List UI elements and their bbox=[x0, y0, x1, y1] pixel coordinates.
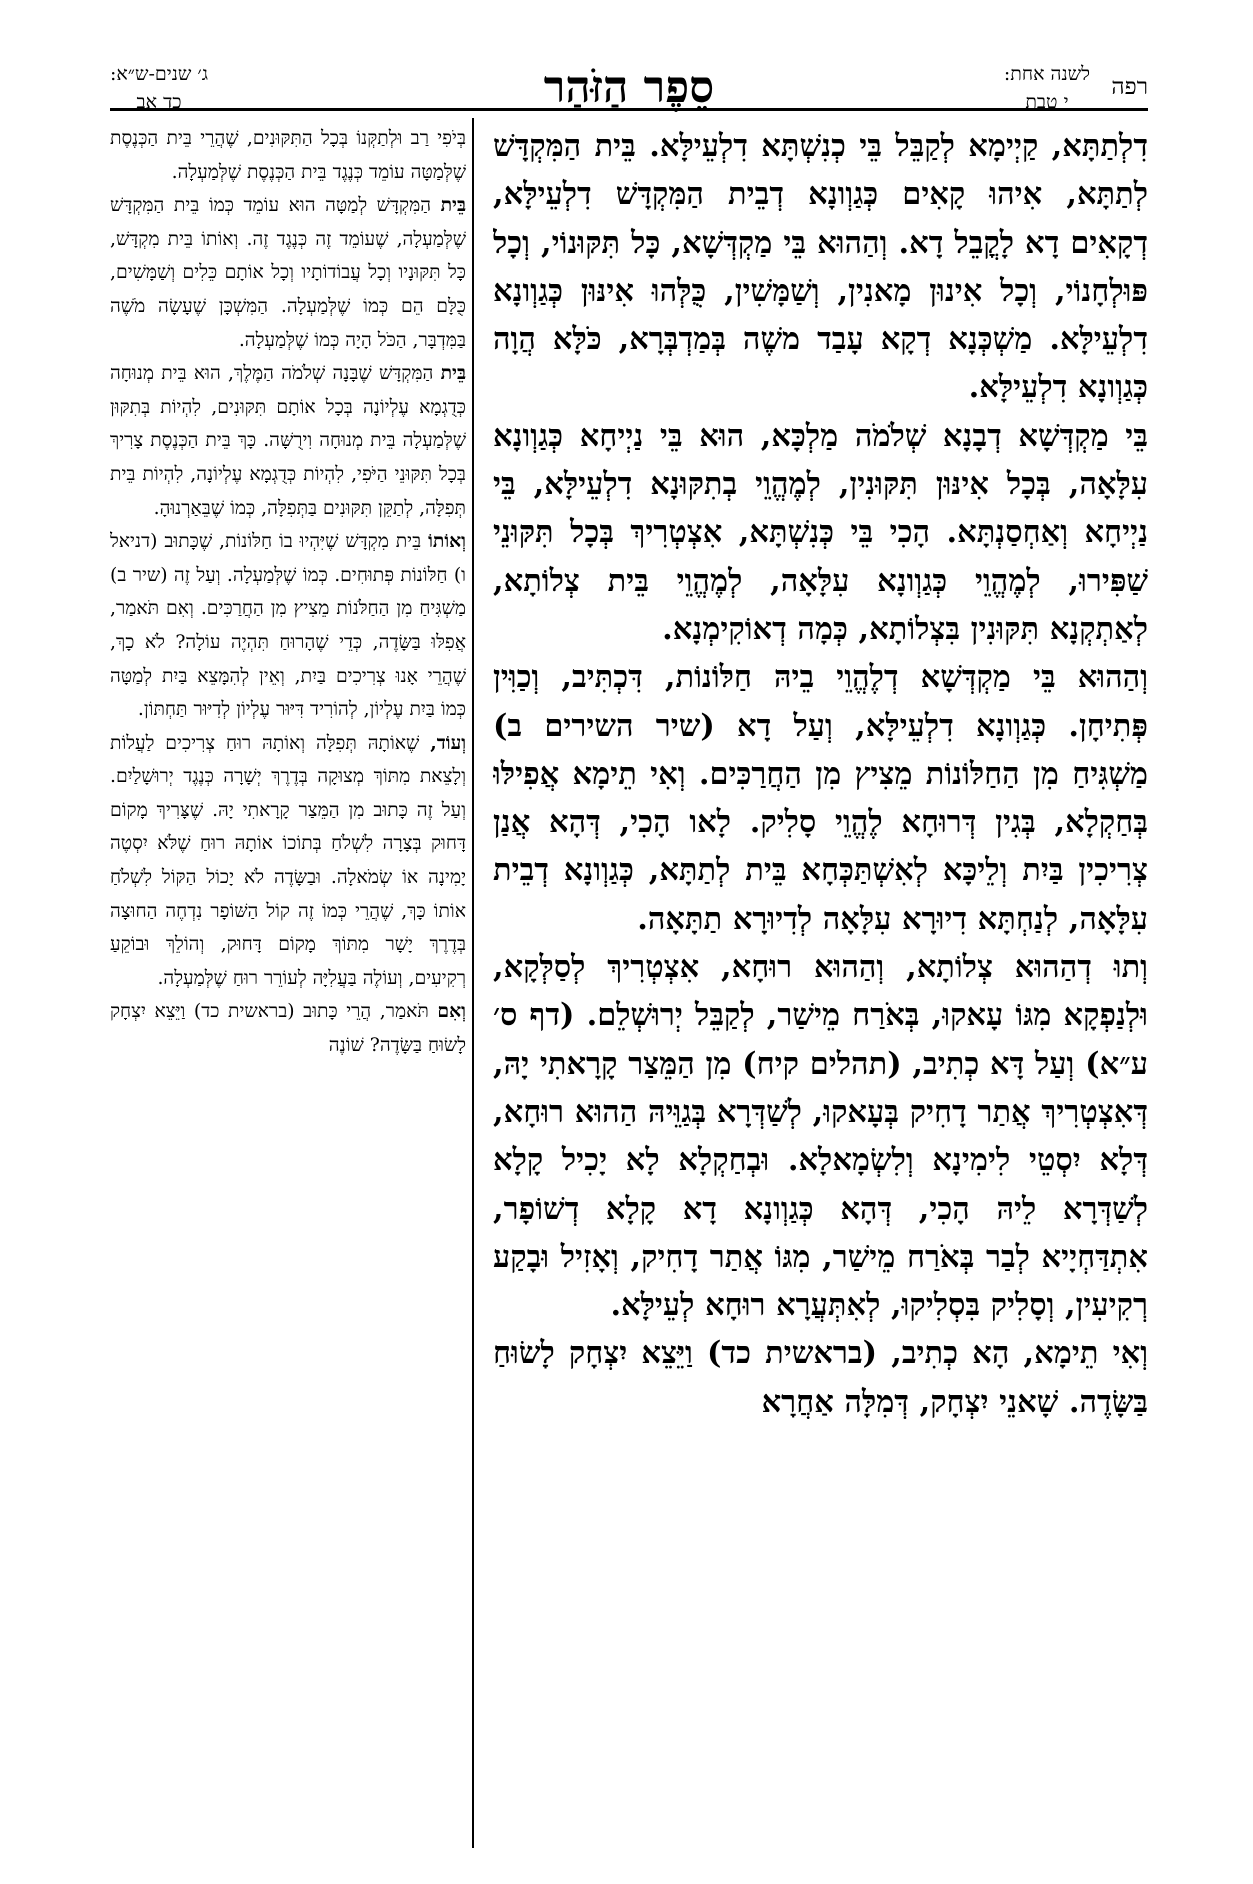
paragraph-text: הַמִּקְדָּשׁ שֶׁבָּנָה שְׁלֹמֹה הַמֶּלֶךְ, הוּא בֵּית מְנוּחָה כְּדֻגְמָא עֶלְיוֹנָה בְּכָל אוֹתָם תִּקּוּנִים, לִהְיוֹת בְּתִקּוּן שֶׁלְּמַעְלָה בֵּית מְנוּחָה וִירֻשָּׁה. כָּךְ בֵּית הַכְּנֶסֶת צָרִיךְ בְּכָל תִּקּוּנֵי הַיֹּפִי, לִהְיוֹת כְּדֻגְמָא עֶלְיוֹנָה, לִהְיוֹת בֵּית תְּפִלָּה, לְתַקֵּן תִּקּוּנִים בַּתְּפִלָּה, כְּמוֹ שֶׁבֵּאַרְנוּהָ. bbox=[110, 363, 466, 519]
paragraph-text: תֵימָא, הָא כְתִיב, (בראשית כד) וַיֵּצֵא יִצְחָק לָשׂוּחַ בַּשָּׂדֶה. שָׁאנֵי יִצְחָק, דְּמִלָּה אַחֲרָא bbox=[493, 1335, 1148, 1420]
paragraph-lead-word: וְאִי bbox=[1112, 1335, 1148, 1372]
side-paragraph bbox=[110, 525, 466, 727]
header-left-line-2: כד אב bbox=[136, 91, 182, 113]
page-number: רפה bbox=[1111, 74, 1148, 100]
paragraph-lead-word: וְתוּ bbox=[1113, 949, 1148, 986]
paragraph-lead-word: וְעוֹד, bbox=[430, 731, 466, 754]
main-paragraph bbox=[493, 1329, 1148, 1426]
header-right-line-1: לשנה אחת: bbox=[1003, 63, 1090, 85]
page-header bbox=[110, 60, 1148, 130]
main-paragraph bbox=[493, 412, 1148, 653]
paragraph-text: הַמִּקְדָּשׁ לְמַטָּה הוּא עוֹמֵד כְּמוֹ בֵּית הַמִּקְדָּשׁ שֶׁלְּמַעְלָה, שֶׁעוֹמֵד זֶה כְּנֶגֶד זֶה. וְאוֹתוֹ בֵּית מִקְדָּשׁ, כָּל תִּקּוּנָיו וְכָל עֲבוֹדוֹתָיו וְכָל אוֹתָם כֵּלִים וְשַׁמָּשִׁים, כֻּלָּם הֵם כְּמוֹ שֶׁלְּמַעְלָה. הַמִּשְׁכָּן שֶׁעָשָׂה מֹשֶׁה בַּמִּדְבָּר, הַכֹּל הָיָה כְּמוֹ שֶׁלְּמַעְלָה. bbox=[110, 195, 466, 351]
side-column-translation bbox=[110, 122, 466, 1852]
paragraph-text: תֹּאמַר, הֲרֵי כָּתוּב (בראשית כד) וַיֵּצֵא יִצְחָק לָשׂוּחַ בַּשָּׂדֶה? שׁוֹנֶה bbox=[110, 1001, 466, 1057]
main-paragraph bbox=[493, 653, 1148, 943]
paragraph-text: שֶׁאוֹתָהּ תְּפִלָּה וְאוֹתָהּ רוּחַ צְרִיכִים לַעֲלוֹת וְלָצֵאת מִתּוֹךְ מְצוּקָה בְּדֶרֶךְ יְשָׁרָה כְּנֶגֶד יְרוּשָׁלַיִם. וְעַל זֶה כָּתוּב מִן הַמֵּצַר קָרָאתִי יָהּ. שֶׁצָּרִיךְ מָקוֹם דָּחוּק בְּצָרָה לִשְׁלֹחַ בְּתוֹכוֹ אוֹתָהּ רוּחַ שֶׁלֹּא יִסְטֶה יָמִינָה אוֹ שְׂמֹאלָה. וּבַשָּׂדֶה לֹא יָכוֹל הַקּוֹל לִשְׁלֹחַ אוֹתוֹ כָּךְ, שֶׁהֲרֵי כְּמוֹ זֶה קוֹל הַשּׁוֹפָר נִדְחֶה הַחוּצָה בְּדֶרֶךְ יָשָׁר מִתּוֹךְ מָקוֹם דָּחוּק, וְהוֹלֵךְ וּבוֹקֵעַ רְקִיעִים, וְעוֹלֶה בַּעֲלִיָּה לְעוֹרֵר רוּחַ שֶׁלְּמַעְלָה. bbox=[110, 732, 466, 989]
book-title: סֵפֶר הַזֹּהַר bbox=[543, 62, 715, 113]
paragraph-text: דְהַהוּא צְלוֹתָא, וְהַהוּא רוּחָא, אִצְטְרִיךְ לְסַלְּקָא, וּלְנַפְקָא מִגּוֹ עָאקוּ, בְּאֹרַח מֵישַׁר, לְקַבֵּל יְרוּשְׁלֵם. (דף ס׳ ע״א) וְעַל דָּא כְתִיב, (תהלים קיח) מִן הַמֵּצַר קָרָאתִי יָהּ, דְּאִצְטְרִיךְ אֲתַר דָחִיק בְּעָאקוּ, לְשַׁדְּרָא בְּגַוֵּיהּ הַהוּא רוּחָא, דְּלָא יִסְטֵי לִימִינָא וְלִשְׂמָאלָא. וּבְחַקְלָא לָא יָכִיל קָלָא לְשַׁדְּרָא לֵיהּ הָכִי, דְּהָא כְּגַוְונָא דָא קָלָא דְשׁוֹפָר, אִתְדַּחְיָיא לְבַר בְּאֹרַח מֵישַׁר, מִגּוֹ אֲתַר דָחִיק, וְאָזִיל וּבָקַע רְקִיעִין, וְסָלִיק בִּסְלִיקוּ, לְאִתְּעֲרָא רוּחָא לְעֵילָּא. bbox=[493, 949, 1148, 1324]
main-column-aramaic bbox=[493, 122, 1148, 1852]
header-left-line-1: ג׳ שנים-ש״א: bbox=[110, 63, 209, 85]
main-paragraph bbox=[493, 122, 1148, 412]
side-paragraph bbox=[110, 995, 466, 1062]
paragraph-lead-word: וְאִם bbox=[437, 1000, 466, 1023]
main-paragraph bbox=[493, 943, 1148, 1329]
paragraph-lead-word: וְאוֹתוֹ bbox=[428, 530, 466, 553]
column-divider bbox=[472, 118, 474, 1848]
paragraph-text: בְּיֹפִי רַב וּלְתַקְּנוֹ בְּכָל הַתִּקּוּנִים, שֶׁהֲרֵי בֵּית הַכְּנֶסֶת שֶׁלְּמַטָּה עוֹמֵד כְּנֶגֶד בֵּית הַכְּנֶסֶת שֶׁלְּמַעְלָה. bbox=[110, 128, 466, 183]
side-paragraph bbox=[110, 727, 466, 996]
paragraph-lead-word: וְהַהוּא bbox=[1077, 659, 1148, 696]
paragraph-lead-word: בֵּית bbox=[440, 362, 466, 385]
side-paragraph bbox=[110, 189, 466, 357]
paragraph-text: מַקְדְּשָׁא דְבָנָא שְׁלֹמֹה מַלְכָּא, הוּא בֵּי נַיְיחָא כְּגַוְונָא עִלָּאָה, בְּכָל אִינּוּן תִּקּוּנִין, לְמֶהֱוֵי בְתִקּוּנָא דִלְעֵילָּא, בֵּי נַיְיחָא וְאַחְסַנְתָּא. הָכִי בֵּי כְּנִשְׁתָּא, אִצְטְרִיךְ בְּכָל תִּקּוּנֵי שַׁפִּירוּ, לְמֶהֱוֵי כְּגַוְונָא עִלָּאָה, לְמֶהֱוֵי בֵּית צְלוֹתָא, לְאַתְקְנָא תִּקּוּנִין בִּצְלוֹתָא, כְּמָה דְאוֹקִימְנָא. bbox=[493, 417, 1148, 647]
paragraph-text: בֵּי מַקְדְּשָׁא דְלֶהֱוֵי בֵיהּ חַלּוֹנוֹת, דִּכְתִּיב, וְכַוִּין פְּתִיחָן. כְּגַוְונָא דִלְעֵילָּא, וְעַל דָא (שיר השירים ב) מַשְׁגִּיחַ מִן הַחַלּוֹנוֹת מֵצִיץ מִן הַחֲרַכִּים. וְאִי תֵימָא אֲפִילּוּ בְּחַקְלָא, בְּגִין דְּרוּחָא לֶהֱוֵי סָלִיק. לָאו הָכִי, דְּהָא אֲנַן צְרִיכִין בַּיִת וְלֵיכָּא לְאִשְׁתַּכְּחָא בֵּית לְתַתָּא, כְּגַוְונָא דְבֵית עִלָּאָה, לְנַחְתָּא דִיוּרָא עִלָּאָה לְדִיוּרָא תַתָּאָה. bbox=[493, 659, 1148, 937]
paragraph-lead-word: בֵּי bbox=[1125, 417, 1148, 454]
paragraph-text: בֵּית מִקְדָּשׁ שֶׁיִּהְיוּ בוֹ חַלּוֹנוֹת, שֶׁכָּתוּב (דניאל ו) חַלּוֹנוֹת פְּתוּחִים. כְּמוֹ שֶׁלְּמַעְלָה. וְעַל זֶה (שיר ב) מַשְׁגִּיחַ מִן הַחַלֹּנוֹת מֵצִיץ מִן הַחֲרַכִּים. וְאִם תֹּאמַר, אֲפִלּוּ בַּשָּׂדֶה, כְּדֵי שֶׁהָרוּחַ תִּהְיֶה עוֹלָה? לֹא כָךְ, שֶׁהֲרֵי אָנוּ צְרִיכִים בַּיִת, וְאֵין לְהִמָּצֵא בַּיִת לְמַטָּה כְּמוֹ בַּיִת עֶלְיוֹן, לְהוֹרִיד דִּיּוּר עֶלְיוֹן לְדִיּוּר תַּחְתּוֹן. bbox=[110, 531, 466, 721]
paragraph-lead-word: בֵּית bbox=[440, 194, 466, 217]
side-paragraph bbox=[110, 122, 466, 189]
paragraph-text: דִלְתַתָּא, קַיְימָא לְקַבֵּל בֵּי כְנִשְׁתָּא דִלְעֵילָּא. בֵּית הַמִּקְדָּשׁ לְתַתָּא, אִיהוּ קָאִים כְּגַוְונָא דְבֵית הַמִּקְדָּשׁ דִלְעֵילָּא, דְקָאִים דָא לָקֳבֵל דָא. וְהַהוּא בֵּי מַקְדְּשָׁא, כָּל תִּקּוּנוֹי, וְכָל פּוּלְחָנוֹי, וְכָל אִינוּן מָאנִין, וְשַׁמָּשִׁין, כֻּלְּהוּ אִינּוּן כְּגַוְונָא דִלְעֵילָּא. מַשְׁכְּנָא דְקָא עָבַד משֶׁה בְּמַדְבְּרָא, כֹּלָּא הֲוָה כְּגַוְונָא דִלְעֵילָּא. bbox=[493, 128, 1148, 406]
header-right-line-2: י טבת bbox=[1025, 91, 1069, 113]
header-divider bbox=[110, 108, 1148, 111]
side-paragraph bbox=[110, 357, 466, 525]
